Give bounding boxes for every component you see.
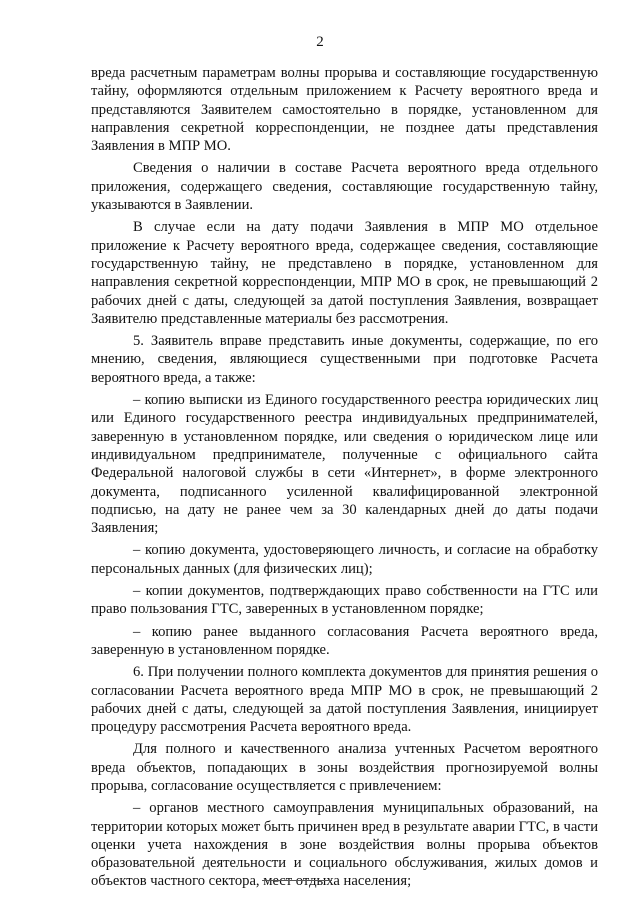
paragraph-analysis: Для полного и качественного анализа учтенных Расчетом вероятного вреда объектов, попадающих в зоны воздействия прогнозируемой волны прорыва, согласование осуществляется с привлечением: [91, 741, 598, 794]
paragraph-item-5: 5. Заявитель вправе представить иные документы, содержащие, по его мнению, сведения, являющиеся существенными при подготовке Расчета вероятного вреда, а также: [91, 333, 598, 386]
list-item-registry-extract: – копию выписки из Единого государственного реестра юридических лиц или Единого государственного реестра индивидуальных предпринимателей, заверенную в установленном порядке, или сведения о юридическом лице или индивидуальном предпринимателе, полученные с официального сайта Федеральной налоговой службы в сети «Интернет», в форме электронного документа, подписанного усиленной квалифицированной электронной подписью, на дату не ранее чем за 30 календарных дней до даты подачи Заявления; [91, 392, 598, 537]
paragraph-continuation: вреда расчетным параметрам волны прорыва и составляющие государственную тайну, оформляются отдельным приложением к Расчету вероятного вреда и представляются Заявителем самостоятельно в порядке, установленном для направления секретной корреспонденции, не позднее даты представления Заявления в МПР МО. [91, 65, 598, 155]
list-item-ownership-documents: – копии документов, подтверждающих право собственности на ГТС или право пользования ГТС, заверенных в установленном порядке; [91, 583, 598, 618]
list-item-local-authorities: – органов местного самоуправления муниципальных образований, на территории которых может быть причинен вред в результате аварии ГТС, в части оценки учета нахождения в зоне воздействия волны прорыва объектов образовательной деятельности и социального обслуживания, жилых домов и объектов частного сектора, мест отдыха населения; [91, 800, 598, 890]
paragraph-appendix-info: Сведения о наличии в составе Расчета вероятного вреда отдельного приложения, содержащего сведения, составляющие государственную тайну, указываются в Заявлении. [91, 160, 598, 214]
paragraph-item-6: 6. При получении полного комплекта документов для принятия решения о согласовании Расчета вероятного вреда МПР МО в срок, не превышающий 2 рабочих дней с даты, следующей за датой поступления Заявления, инициирует процедуру рассмотрения Расчета вероятного вреда. [91, 664, 598, 736]
document-body [91, 64, 598, 895]
footer-divider [262, 880, 332, 881]
list-item-previous-approval: – копию ранее выданного согласования Расчета вероятного вреда, заверенную в установленном порядке. [91, 623, 598, 658]
page-number: 2 [316, 34, 324, 50]
paragraph-return-materials: В случае если на дату подачи Заявления в МПР МО отдельное приложение к Расчету вероятного вреда, содержащее сведения, составляющие государственную тайну, не представлено в порядке, установленном для направления секретной корреспонденции, МПР МО в срок, не превышающий 2 рабочих дней с даты, следующей за датой поступления Заявления, возвращает Заявителю представленные материалы без рассмотрения. [91, 219, 598, 327]
list-item-identity-document: – копию документа, удостоверяющего личность, и согласие на обработку персональных данных (для физических лиц); [91, 542, 598, 577]
